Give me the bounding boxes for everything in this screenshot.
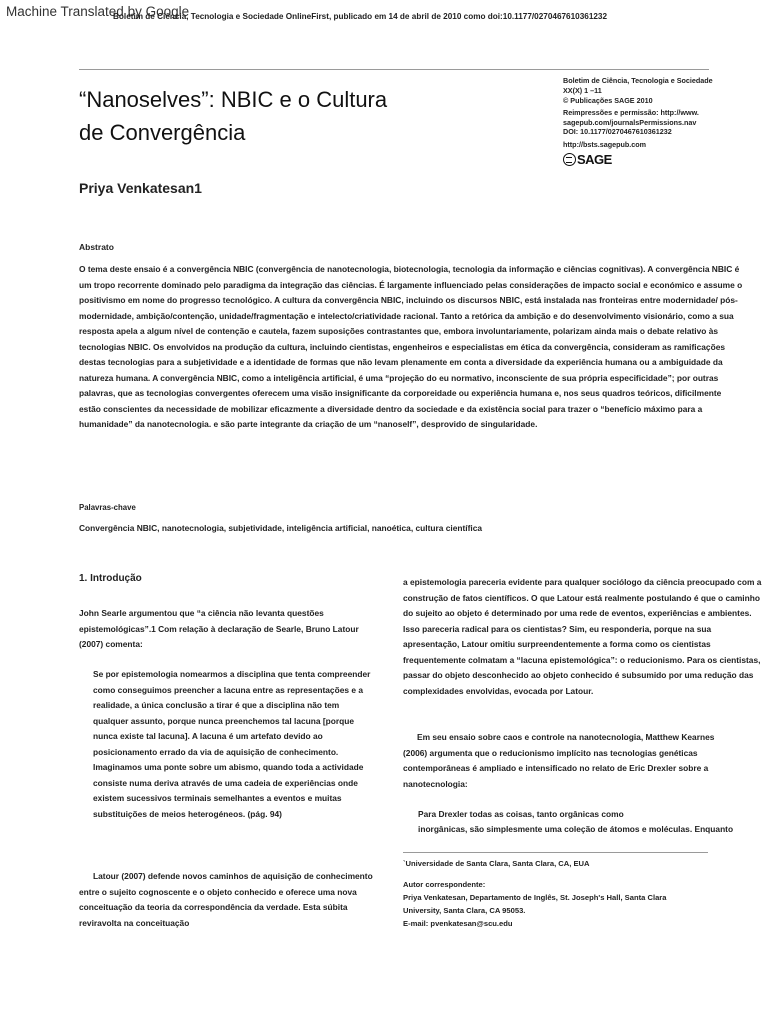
keywords-text: Convergência NBIC, nanotecnologia, subjetividade, inteligência artificial, nanoética, cultura científica — [79, 523, 483, 533]
affiliation-footnote: `Universidade de Santa Clara, Santa Clara, CA, EUA — [403, 859, 590, 868]
intro-paragraph-1: John Searle argumentou que “a ciência não levanta questões epistemológicas”.1 Com relação à declaração de Searle, Bruno Latour (2007) comenta: — [79, 608, 359, 649]
journal-url[interactable]: http://bsts.sagepub.com — [563, 140, 647, 150]
journal-doi: DOI: 10.1177/0270467610361232 — [563, 127, 672, 137]
article-title: “Nanoselves”: NBIC e o Cultura de Convergência — [79, 87, 388, 145]
journal-volume: XX(X) 1 –11 — [563, 86, 602, 96]
journal-citation-line: Boletim de Ciência, Tecnologia e Sociedade OnlineFirst, publicado em 14 de abril de 2010 como doi:10.1177/0270467610361232 — [113, 12, 608, 21]
corresponding-author-email[interactable]: E-mail: pvenkatesan@scu.edu — [403, 919, 513, 928]
corresponding-author-line-2: University, Santa Clara, CA 95053. — [403, 906, 526, 915]
journal-reprints: Reimpressões e permissão: http://www. — [563, 108, 699, 118]
journal-info — [563, 76, 763, 150]
machine-translated-label: Machine Translated by Google — [6, 4, 190, 19]
journal-permissions-link[interactable]: sagepub.com/journalsPermissions.nav — [563, 117, 697, 127]
header-divider — [79, 69, 709, 70]
journal-name: Boletim de Ciência, Tecnologia e Sociedade — [563, 76, 713, 85]
keywords-heading: Palavras-chave — [79, 503, 136, 512]
intro-heading: 1. Introdução — [79, 573, 142, 584]
footnote-divider — [403, 852, 708, 853]
latour-block-quote: Se por epistemologia nomearmos a disciplina que tenta compreender como conseguimos preencher a lacuna entre as representações e a realidade, a única conclusão a tirar é que a disciplina não tem qualquer assunto, porque nunca preenchemos tal lacuna [porque nunca existe tal lacuna]. A lacuna é um artefato devido ao posicionamento errado da via de aquisição de conhecimento. Imaginamos uma ponte sobre um abismo, quando toda a actividade consiste numa deriva através de uma cadeia de experiências onde existem sucessivos terminais semelhantes a eventos e muitas substituições de meios heterogéneos. (pág. 94) — [93, 669, 371, 819]
intro-paragraph-3: a epistemologia pareceria evidente para qualquer sociólogo da ciência preocupado com a construção de fatos científicos. O que Latour está realmente postulando é que o caminho do sujeito ao objeto é determinado por uma rede de eventos, experiências e ambientes. Isso pareceria radical para os cientistas? Sim, eu responderia, porque na sua apresentação, Latour omitiu surpreendentemente a forma como os cientistas frequentemente colmatam a “lacuna epistemológica”: o reducionismo. Para os cientistas, passar do objeto desconhecido ao objeto conhecido é subsumido por uma redução das complexidades envolvidas, evocada por Latour. — [403, 577, 762, 696]
sage-logo — [563, 152, 612, 167]
sage-logo-text: SAGE — [577, 152, 612, 167]
abstract-heading: Abstrato — [79, 242, 114, 252]
corresponding-author-heading: Autor correspondente: — [403, 880, 486, 889]
intro-paragraph-2: Latour (2007) defende novos caminhos de aquisição de conhecimento entre o sujeito cognoscente e o objeto conhecido e oferece uma nova conceituação da teoria da correspondência da verdade. Esta súbita reviravolta na conceituação — [79, 871, 373, 928]
corresponding-author-line-1: Priya Venkatesan, Departamento de Inglês, St. Joseph's Hall, Santa Clara — [403, 893, 667, 902]
article-author: Priya Venkatesan1 — [79, 180, 202, 196]
drexler-quote-line-2: inorgânicas, são simplesmente uma coleção de átomos e moléculas. Enquanto — [418, 824, 734, 834]
drexler-quote-line-1: Para Drexler todas as coisas, tanto orgânicas como — [418, 809, 624, 819]
intro-paragraph-4: Em seu ensaio sobre caos e controle na nanotecnologia, Matthew Kearnes (2006) argumenta que o reducionismo implícito nas tecnologias genéticas contemporâneas é ampliado e intensificado no relato de Eric Drexler sobre a nanotecnologia: — [403, 732, 715, 789]
sage-logo-icon — [563, 153, 576, 166]
journal-copyright: © Publicações SAGE 2010 — [563, 95, 653, 105]
abstract-text: O tema deste ensaio é a convergência NBIC (convergência de nanotecnologia, biotecnologia, tecnologia da informação e ciências cognitivas). A convergência NBIC é um tropo recorrente dominado pelo paradigma da integração das ciências. É largamente influenciado pelas considerações de impacto social e económico e assume o positivismo em nome do progresso tecnológico. A cultura da convergência NBIC, incluindo os discursos NBIC, está instalada nas fronteiras entre modernidade/ pós-modernidade, ambição/contenção, unidade/fragmentação e intelecto/criatividade racional. Tanto a retórica da ambição e do desenvolvimento visionário, como a sua resposta apela a algum nível de contenção e cautela, fazem suposições contrastantes que, embora involuntariamente, polarizam ainda mais o debate relativo às tecnologias NBIC. Os envolvidos na produção da cultura, incluindo cientistas, engenheiros e especialistas em ética da convergência, consideram as ramificações destas tecnologias para a subjetividade e a identidade de formas que não levam plenamente em conta a diversidade da experiência humana ou a ambiguidade da natureza humana. A convergência NBIC, como a inteligência artificial, é uma “projeção do eu normativo, inconsciente de sua própria especificidade”; por outras palavras, que as tecnologias convergentes oferecem uma visão insignificante da corporeidade ou experiência humana e, nos seus quadros teóricos, dificilmente estão conscientes da necessidade de mobilizar eficazmente a diversidade dentro da sociedade e da existência social para trazer o “benefício máximo para a humanidade” da nanotecnologia. e são parte integrante da criação de um “nanoself”, desprovido de singularidade. — [79, 264, 743, 429]
